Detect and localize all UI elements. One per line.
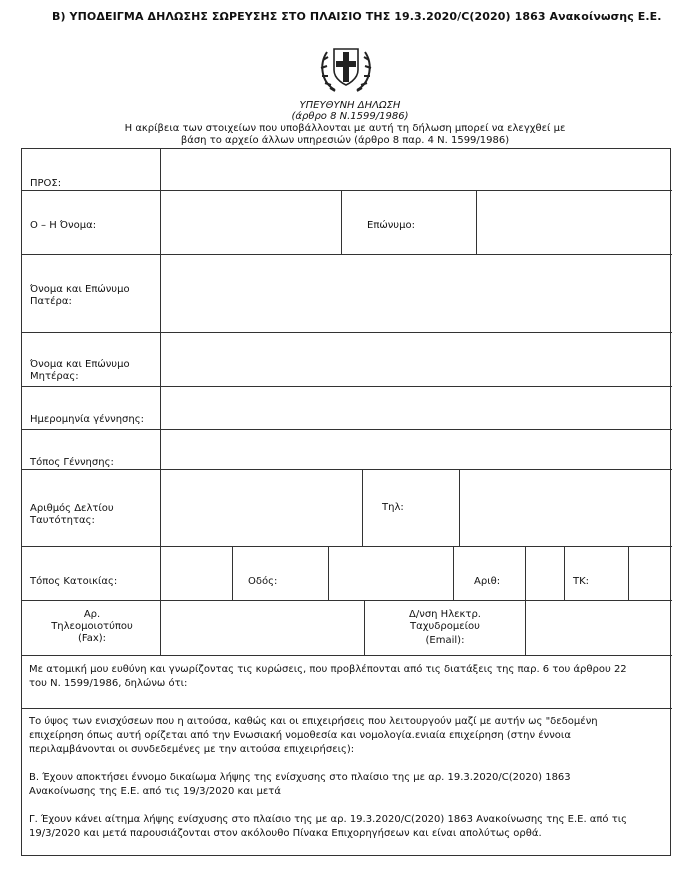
fax-field[interactable] [161,601,364,655]
email-field[interactable] [526,601,671,655]
mother-name-label: Όνομα και Επώνυμο Μητέρας: [30,359,130,382]
birthdate-label: Ημερομηνία γέννησης: [30,414,144,425]
father-name-label: Όνομα και Επώνυμο Πατέρα: [30,284,130,307]
to-field[interactable] [161,150,671,190]
residence-label: Τόπος Κατοικίας: [30,576,118,587]
phone-field[interactable] [460,470,671,546]
greek-coat-of-arms-icon [315,38,377,96]
to-label: ΠΡΟΣ: [30,178,62,189]
body-paragraph-2: Β. Έχουν αποκτήσει έννομο δικαίωμα λήψης της ενίσχυσης στο πλαίσιο της με αρ. 19.3.2020/C(2020) 1863 Ανακοίνωσης της Ε.Ε. από τις 19/3/2020 και μετά [29,772,571,797]
father-name-field[interactable] [161,255,671,332]
declaration-form [21,148,671,856]
number-label: Αριθ: [474,576,501,587]
body-paragraph-3: Γ. Έχουν κάνει αίτημα λήψης ενίσχυσης στο πλαίσιο της με αρ. 19.3.2020/C(2020) 1863 Ανακοίνωσης της Ε.Ε. από τις 19/3/2020 και μετά παρουσιάζονται στον ακόλουθο Πίνακα Επιχορηγήσεων και είναι απολύτως ορθά. [29,814,627,839]
birthdate-field[interactable] [161,387,671,429]
surname-field[interactable] [477,191,671,254]
intro-line: βάση το αρχείο άλλων υπηρεσιών (άρθρο 8 παρ. 4 Ν. 1599/1986) [180,135,510,146]
intro-line: Η ακρίβεια των στοιχείων που υποβάλλονται με αυτή τη δήλωση μπορεί να ελεγχθεί με [124,123,566,134]
residence-field[interactable] [161,547,232,600]
birthplace-field[interactable] [161,430,671,469]
surname-label: Επώνυμο: [367,220,415,231]
declaration-subtitle: (άρθρο 8 Ν.1599/1986) [291,111,409,122]
number-field[interactable] [526,547,564,600]
document-title: B) ΥΠΟΔΕΙΓΜΑ ΔΗΛΩΣΗΣ ΣΩΡΕΥΣΗΣ ΣΤΟ ΠΛΑΙΣΙΟ ΤΗΣ 19.3.2020/C(2020) 1863 Ανακοίνωσης Ε.Ε. [52,10,662,23]
declaration-title: ΥΠΕΥΘΥΝΗ ΔΗΛΩΣΗ [299,100,401,111]
postcode-field[interactable] [629,547,671,600]
body-paragraph-1: Το ύψος των ενισχύσεων που η αιτούσα, καθώς και οι επιχειρήσεις που λειτουργούν μαζί με αυτήν ως "δεδομένη επιχείρηση όπως αυτή ορίζεται από την Ενωσιακή νομοθεσία και νομολογία.ενιαία επιχείρηση (στην έννοια περιλαμβάνονται οι συνδεδεμένες με την αιτούσα επιχειρήσεις): [29,716,598,755]
statement-text: Με ατομική μου ευθύνη και γνωρίζοντας τις κυρώσεις, που προβλέπονται από τις διατάξεις της παρ. 6 του άρθρου 22 του Ν. 1599/1986, δηλώνω ότι: [29,664,627,689]
id-number-field[interactable] [161,470,362,546]
email-label: Δ/νση Ηλεκτρ. Ταχυδρομείου (Email): [409,609,481,646]
name-field[interactable] [161,191,341,254]
birthplace-label: Τόπος Γέννησης: [30,457,114,468]
postcode-label: ΤΚ: [573,576,590,587]
mother-name-field[interactable] [161,333,671,386]
fax-label: Αρ. Τηλεομοιοτύπου (Fax): [51,609,133,644]
phone-label: Τηλ: [382,502,404,513]
name-label: Ο – Η Όνομα: [30,220,97,231]
street-label: Οδός: [248,576,278,587]
intro-text [95,123,595,147]
street-field[interactable] [329,547,453,600]
id-number-label: Αριθμός Δελτίου Ταυτότητας: [30,503,114,526]
